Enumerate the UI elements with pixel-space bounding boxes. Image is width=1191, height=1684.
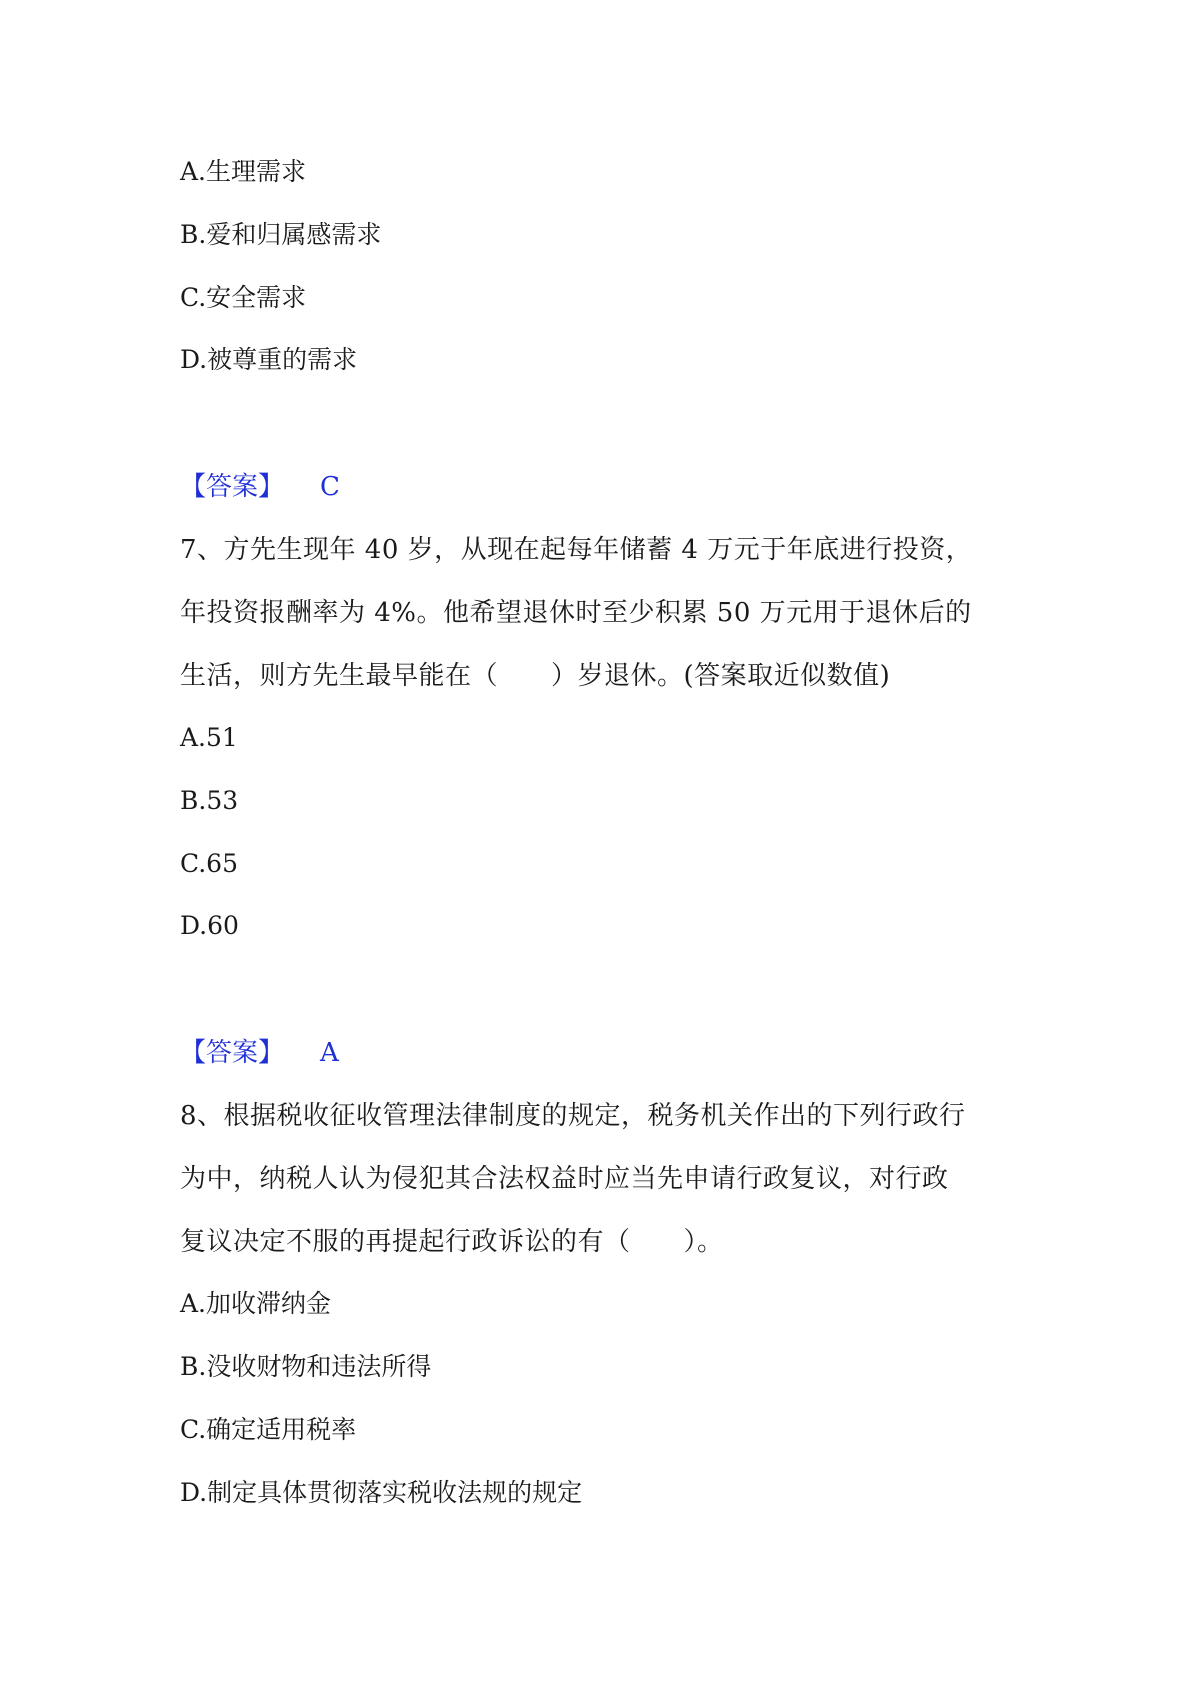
q8-option-a: A.加收滞纳金 [180, 1289, 332, 1318]
q8-option-c: C.确定适用税率 [180, 1415, 357, 1444]
q7-option-b: B.53 [180, 786, 239, 815]
q6-answer [180, 470, 340, 504]
q6-option-b: B.爱和归属感需求 [180, 220, 382, 249]
q7-stem-line-2: 年投资报酬率为 4%。他希望退休时至少积累 50 万元用于退休后的 [180, 598, 972, 628]
q7-stem-line-1: 7、方先生现年 40 岁，从现在起每年储蓄 4 万元于年底进行投资， [180, 535, 973, 565]
q6-option-c: C.安全需求 [180, 283, 307, 312]
q6-option-d: D.被尊重的需求 [180, 345, 358, 374]
q6-answer-value: C [320, 472, 340, 502]
q8-option-b: B.没收财物和违法所得 [180, 1352, 432, 1381]
q7-option-c: C.65 [180, 849, 238, 878]
q6-option-a: A.生理需求 [180, 157, 307, 186]
q8-stem-line-2: 为中，纳税人认为侵犯其合法权益时应当先申请行政复议，对行政 [180, 1164, 949, 1194]
q7-answer-value: A [320, 1038, 339, 1068]
q7-option-d: D.60 [180, 911, 239, 940]
q6-answer-label: 【答案】 [180, 472, 285, 502]
q7-stem-line-3: 生活，则方先生最早能在（ ）岁退休。(答案取近似数值) [180, 661, 891, 691]
q8-stem-line-1: 8、根据税收征收管理法律制度的规定，税务机关作出的下列行政行 [180, 1101, 966, 1131]
q7-answer [180, 1036, 339, 1070]
q8-stem-line-3: 复议决定不服的再提起行政诉讼的有（ ）。 [180, 1227, 724, 1257]
q8-option-d: D.制定具体贯彻落实税收法规的规定 [180, 1478, 583, 1507]
q7-answer-label: 【答案】 [180, 1038, 285, 1068]
q7-option-a: A.51 [180, 723, 238, 752]
